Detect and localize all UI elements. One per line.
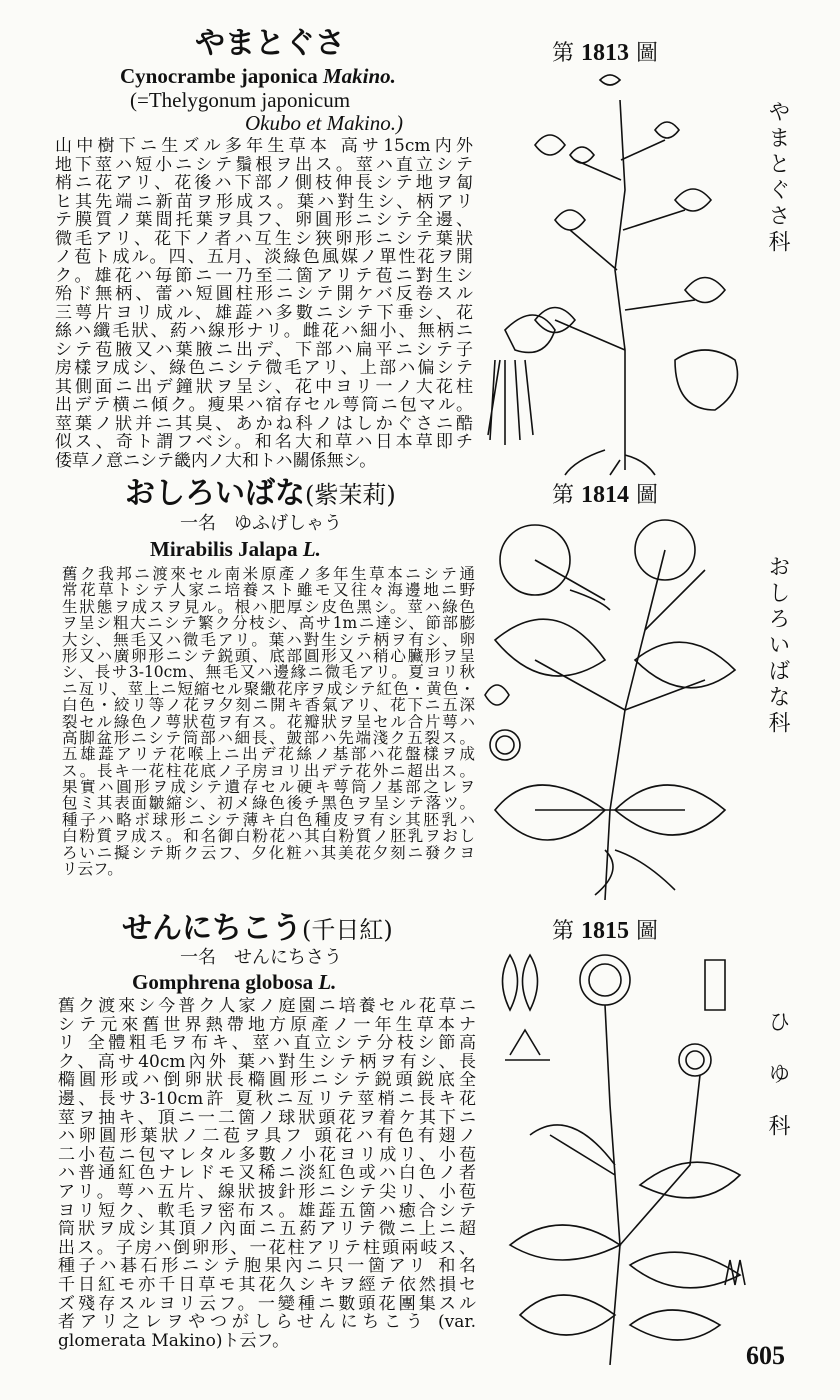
latin-author: Makino.: [323, 64, 396, 88]
text-line: 果實ハ圓形ヲ成シテ遺存セル硬キ萼筒ノ基部之レヲ: [62, 779, 475, 796]
text-line: シテ元來舊世界熱帶地方原產ノ一年生草本ナ: [58, 1015, 476, 1035]
text-line: アリ。萼ハ五片、線狀披針形ニシテ尖リ、小苞: [58, 1182, 476, 1202]
text-line: 其側面ニ出デ鐘狀ヲ呈シ、花中ヨリ一ノ大花柱: [55, 377, 473, 396]
text-line: 房樣ヲ成シ、綠色ニシテ微毛アリ、上部ハ偏シテ: [55, 359, 473, 378]
entry-1-synonym-author: Okubo et Makino.): [245, 111, 404, 135]
text-line: 白粉質ヲ成ス。和名御白粉花ハ其白粉質ノ胚乳ヲおし: [62, 828, 475, 845]
text-line: ス。長キ一花柱花底ノ子房ヨリ出デテ花外ニ超出ス。: [62, 762, 475, 780]
title-kanji: (紫茉莉): [305, 481, 396, 509]
text-line: 生狀態ヲ成スヲ見ル。根ハ肥厚シ皮色黑シ。莖ハ綠色: [62, 598, 475, 616]
entry-3-description: [58, 997, 476, 1350]
text-line: ノ苞ト成ル。四、五月、淡綠色風媒ノ單性花ヲ開: [55, 248, 473, 267]
text-line: 山中樹下ニ生ズル多年生草本 高サ15cm内外: [55, 137, 473, 156]
text-line: ヨリ短ク、軟毛ヲ密布ス。雄蕋五箇ハ癒合シテ: [58, 1201, 476, 1221]
figure-1813-label: [552, 40, 658, 67]
text-line: 絲ハ纖毛狀、葯ハ線形ナリ。雌花ハ細小、無柄ニ: [55, 322, 473, 341]
text-line: glomerata Makino)ト云フ。: [58, 1331, 290, 1351]
text-line: ろいニ擬シテ斯ク云フ、夕化粧ハ其美花夕刻ニ發クヨ: [62, 844, 475, 862]
text-line: 梢ニ花アリ、花後ハ下部ノ側枝伸長シテ地ヲ匐: [55, 174, 473, 193]
figure-number: 1814: [581, 482, 630, 508]
text-line: ヒ其先端ニ新苗ヲ形成ス。葉ハ對生シ、柄アリ: [55, 192, 473, 211]
entry-2-alias: 一名 ゆふげしゃう: [180, 513, 342, 534]
title-kana: おしろいばな: [125, 476, 305, 511]
entry-2-description: [62, 566, 475, 877]
page-number: 605: [746, 1341, 785, 1370]
text-line: ハ卵圓形葉狀ノ二苞ヲ具フ 頭花ハ有色有翅ノ: [58, 1127, 476, 1146]
entry-3-alias: 一名 せんにちさう: [180, 947, 342, 968]
entry-1-family: やまとぐさ科: [765, 100, 790, 256]
entry-1-latin-name: [120, 65, 396, 87]
text-line: リ 全體粗毛ヲ布キ、莖ハ直立シテ分枝シ節高: [58, 1034, 476, 1053]
figure-prefix: 第: [552, 41, 575, 66]
text-line: 倭草ノ意ニシテ畿内ノ大和トハ關係無シ。: [55, 451, 377, 470]
text-line: 大シ、無毛又ハ微毛アリ。葉ハ對生シテ柄ヲ有シ、卵: [62, 631, 475, 648]
latin-author: L.: [318, 970, 337, 994]
figure-suffix: 圖: [636, 483, 659, 508]
text-line: リ云フ。: [62, 861, 123, 878]
text-line: 三萼片ヨリ成ル、雄蕋ハ多數ニシテ下垂シ、花: [55, 303, 473, 322]
text-line: 舊ク我邦ニ渡來セル南米原產ノ多年生草本ニシテ通: [62, 566, 475, 583]
text-line: テ膜質ノ葉間托葉ヲ具フ、卵圓形ニシテ全邊、: [55, 211, 473, 230]
text-line: シテ苞腋又ハ葉腋ニ出デ、下部ハ扁平ニシテ子: [55, 340, 473, 359]
figure-suffix: 圖: [636, 41, 659, 66]
entry-2-title: [125, 478, 396, 511]
entry-1-title: やまとぐさ: [195, 26, 345, 61]
entry-3-family: ひゆ科: [765, 1010, 790, 1166]
text-line: 出ス。子房ハ倒卵形、一花柱アリテ柱頭兩岐ス、: [58, 1238, 476, 1258]
text-line: 橢圓形或ハ倒卵狀長橢圓形ニシテ鋭頭鋭底全: [58, 1071, 476, 1090]
figure-number: 1815: [581, 918, 630, 944]
text-line: ハ普通紅色ナレドモ又稀ニ淡紅色或ハ白色ノ者: [58, 1164, 476, 1183]
text-line: 似ス、奇ト謂フベシ。和名大和草ハ日本草即チ: [55, 433, 473, 452]
text-line: 白色・絞リ等ノ花ヲ夕刻ニ開キ香氣アリ、花下ニ五深: [62, 697, 475, 714]
text-line: 形又ハ廣卵形ニシテ鋭頭、底部圓形又ハ稍心臟形ヲ呈: [62, 647, 475, 665]
text-line: ニ亙リ、莖上ニ短縮セル聚繖花序ヲ成シテ紅色・黄色・: [62, 680, 475, 698]
figure-prefix: 第: [552, 483, 575, 508]
entry-1-description: [55, 137, 473, 470]
text-line: シ、長サ3-10cm、無毛又ハ邊緣ニ微毛アリ。夏ヨリ秋: [62, 664, 475, 681]
figure-1814-label: [552, 482, 658, 509]
illustration-yamatogusa: [475, 70, 765, 480]
text-line: ズ殘存スルヨリ云フ。一變種ニ數頭花團集スル: [58, 1294, 476, 1314]
text-line: 殆ド無柄、蕾ハ短圓柱形ニシテ開ケバ反卷スル: [55, 285, 473, 304]
text-line: 裂セル綠色ノ萼狀苞ヲ有ス。花瓣狀ヲ呈セル合片萼ハ: [62, 713, 475, 730]
text-line: 地下莖ハ短小ニシテ鬚根ヲ出ス。莖ハ直立シテ: [55, 155, 473, 174]
entry-2-family: おしろいばな科: [765, 555, 790, 737]
latin-author: L.: [302, 537, 321, 561]
text-line: 出デテ横ニ傾ク。瘦果ハ宿存セル萼筒ニ包マル。: [55, 396, 473, 415]
entry-3-title: [122, 913, 393, 946]
text-line: 二小苞ニ包マレタル多數ノ小花ヨリ成リ、小苞: [58, 1145, 476, 1165]
figure-prefix: 第: [552, 919, 575, 944]
text-line: 莖ヲ抽キ、頂ニ一二箇ノ球狀頭花ヲ着ケ其下ニ: [58, 1108, 476, 1128]
text-line: ク、高サ40cm內外 葉ハ對生シテ柄ヲ有シ、長: [58, 1052, 476, 1072]
figure-suffix: 圖: [636, 919, 659, 944]
text-line: 種子ハ碁石形ニシテ胞果內ニ只一箇アリ 和名: [58, 1257, 476, 1276]
entry-3-latin-name: [132, 971, 336, 993]
text-line: 者アリ之レヲやつがしらせんにちこう (var.: [58, 1313, 476, 1332]
text-line: 高脚盆形ニシテ筒部ハ細長、皷部ハ先端淺ク五裂ス。: [62, 729, 475, 747]
latin-binomial: Gomphrena globosa: [132, 970, 314, 994]
text-line: 千日紅モ亦千日草モ其花久シキヲ經テ依然損セ: [58, 1275, 476, 1295]
text-line: 常花草トシテ人家ニ培養スト雖モ又往々海邊地ニ野: [62, 582, 475, 599]
latin-binomial: Cynocrambe japonica: [120, 64, 318, 88]
latin-binomial: Mirabilis Jalapa: [150, 537, 298, 561]
text-line: ヲ呈シ粗大ニシテ繁ク分枝シ、高サ1mニ達シ、節部膨: [62, 615, 475, 632]
text-line: 種子ハ略ボ球形ニシテ薄キ白色種皮ヲ有シ其胚乳ハ: [62, 811, 475, 829]
title-kanji: (千日紅): [302, 916, 393, 944]
illustration-oshiroibana: [475, 510, 765, 900]
figure-number: 1813: [581, 40, 630, 66]
text-line: 筒狀ヲ成シ其頂ノ內面ニ五葯アリテ微ニ上ニ超: [58, 1220, 476, 1239]
entry-1-synonym: (=Thelygonum japonicum: [130, 88, 351, 112]
entry-2-latin-name: [150, 538, 321, 560]
text-line: 五雄蕋アリテ花喉上ニ出デ花絲ノ基部ハ花盤樣ヲ成: [62, 746, 475, 763]
text-line: 莖葉ノ狀并ニ其臭、あかね科ノはしかぐさニ酷: [55, 414, 473, 433]
title-kana: せんにちこう: [122, 911, 302, 946]
text-line: 包ミ其表面皺縮シ、初メ綠色後チ黑色ヲ呈シテ落ツ。: [62, 795, 475, 812]
text-line: 微毛アリ、花下ノ者ハ互生シ狹卵形ニシテ葉狀: [55, 229, 473, 248]
illustration-sennichiko: [490, 945, 770, 1365]
text-line: ク。雄花ハ毎節ニ一乃至二箇アリテ苞ニ對生シ: [55, 266, 473, 285]
figure-1815-label: [552, 918, 658, 945]
text-line: 邊、長サ3-10cm許 夏秋ニ亙リテ莖梢ニ長キ花: [58, 1089, 476, 1109]
text-line: 舊ク渡來シ今普ク人家ノ庭園ニ培養セル花草ニ: [58, 997, 476, 1016]
